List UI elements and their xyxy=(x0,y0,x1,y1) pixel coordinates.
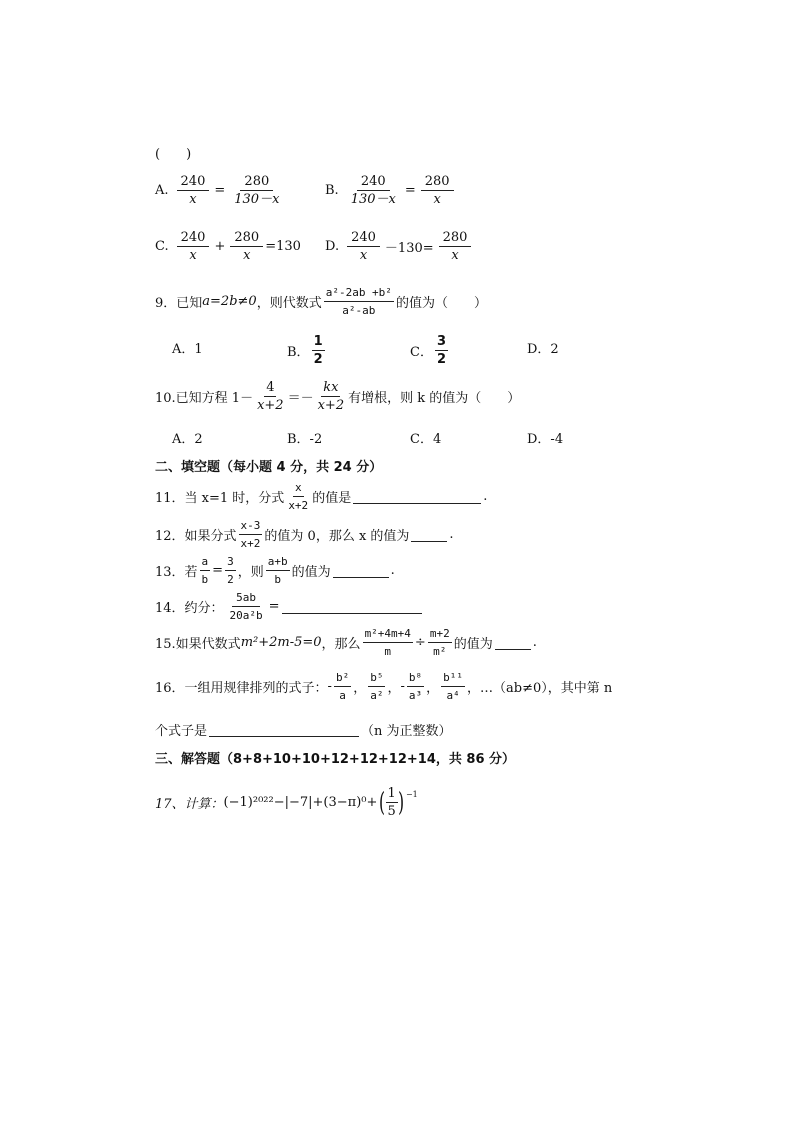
q12: 12．如果分式 $\frac{x-3}{x+2}$ 的值为 0，那么 x 的值为 . xyxy=(155,519,454,550)
section-heading-fill-in: 二、填空题（每小题 4 分，共 24 分） xyxy=(155,460,383,475)
q10-option-d: D．-4 xyxy=(527,432,564,447)
q15: 15.如果代数式 m²+2m-5=0 ，那么 $\frac{\text{m²+4m+4}}{m}$ ÷ $\frac{m+2}{\text{m²}}$ 的值为 . xyxy=(155,627,537,658)
q10-option-b: B．-2 xyxy=(287,432,323,447)
q9-option-c: C． $\frac{3}{2}$ xyxy=(410,334,446,367)
q11-answer-blank[interactable] xyxy=(353,489,481,504)
q10-stem: 10.已知方程 1－ $\frac{4}{x+2}$ ＝－ $\frac{kx}{x+2}$ 有增根，则 k 的值为（ ） xyxy=(155,380,521,413)
q10-option-a: A．2 xyxy=(172,432,203,447)
q14-answer-blank[interactable] xyxy=(282,599,422,614)
q8-option-c: C. $\frac{240}{x}$ + $\frac{280}{x}$ =130 xyxy=(155,230,301,263)
q8-option-a: A. $\frac{240}{x}$ = $\frac{280}{130-x}$ xyxy=(155,174,280,207)
q13: 13．若 $\frac{a}{b}$ = $\frac{3}{2}$ ，则 $\frac{a+b}{b}$ 的值为 . xyxy=(155,555,395,586)
q16-line2: 个式子是 （n 为正整数） xyxy=(155,724,452,739)
q10-option-c: C．4 xyxy=(410,432,442,447)
q9-option-d: D．2 xyxy=(527,342,559,357)
q9-stem: 9．已知 a=2b≠0 ，则代数式 $\frac{\text{a²-2ab +b²}}{\text{a²-ab}}$ 的值为（ ） xyxy=(155,286,487,317)
section-heading-solutions: 三、解答题（8+8+10+10+12+12+12+14，共 86 分） xyxy=(155,752,516,767)
q16: 16．一组用规律排列的式子： - $\frac{\text{b²}}{a}$ ， $\frac{\text{b⁵}}{\text{a²}}$ ， - $\frac{\text{b⁸}}{\text{a³}}$ ， $\frac{\text{b¹¹}}{\text{a⁴}}$ ， …（ab≠0），其中第 n xyxy=(155,671,613,702)
q16-answer-blank[interactable] xyxy=(209,722,359,737)
q17: 17、计算： (−1)²⁰²²−|−7|+(3−π)⁰+ ( $\frac{1}{5}$ ) −1 xyxy=(155,786,418,819)
q12-answer-blank[interactable] xyxy=(411,527,447,542)
q8-option-b: B. $\frac{240}{130-x}$ = $\frac{280}{x}$ xyxy=(325,174,456,207)
q13-answer-blank[interactable] xyxy=(333,563,389,578)
q9-option-a: A．1 xyxy=(172,342,203,357)
q11: 11．当 x=1 时，分式 $\frac{x}{x+2}$ 的值是 . xyxy=(155,481,488,512)
q8-paren: ( ) xyxy=(155,147,192,162)
q15-answer-blank[interactable] xyxy=(495,635,531,650)
q9-option-b: B． $\frac{1}{2}$ xyxy=(287,334,323,367)
q14: 14．约分： $\frac{5ab}{\text{20a²b}}$ = xyxy=(155,590,424,623)
q8-option-d: D. $\frac{240}{x}$ －130= $\frac{280}{x}$ xyxy=(325,230,473,263)
